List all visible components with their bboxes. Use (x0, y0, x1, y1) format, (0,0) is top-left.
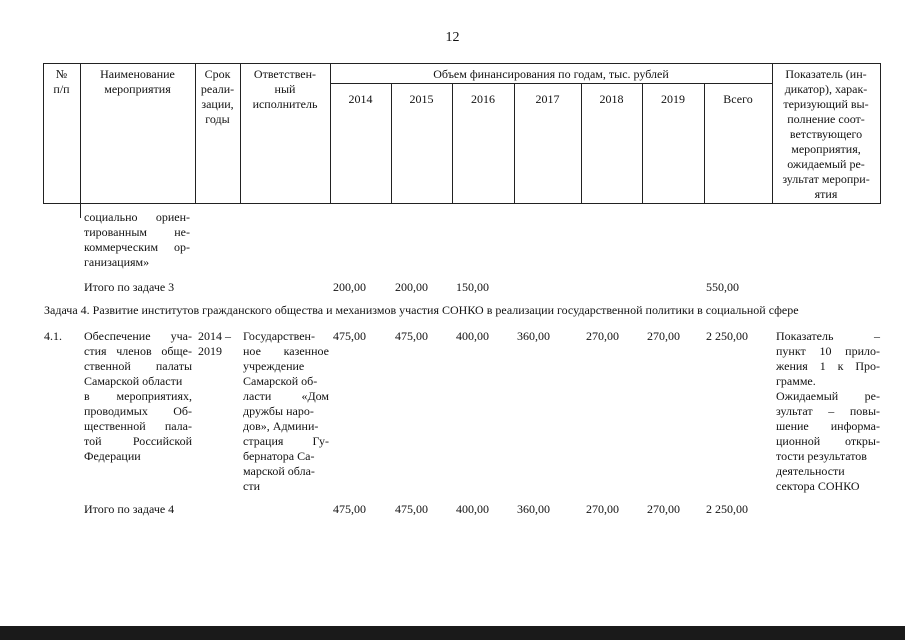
row-value-2015: 475,00 (395, 329, 428, 343)
header-year-2019: 2019 (661, 92, 685, 106)
row-term: 2014 – 2019 (198, 329, 231, 358)
total-task4-2016: 400,00 (456, 502, 489, 516)
header-name: Наименование мероприятия (100, 67, 175, 96)
header-total: Всего (723, 92, 753, 106)
total-task4-2015: 475,00 (395, 502, 428, 516)
total-task4-2014: 475,00 (333, 502, 366, 516)
header-year-2018: 2018 (599, 92, 624, 106)
header-responsible: Ответствен- ный исполнитель (252, 67, 318, 111)
row-event-name: Обеспечение уча- стия членов обще- ственной палаты Самарской области в мероприятиях, проводимых Об- щественной пала- той Российской Федерации (84, 329, 192, 463)
row-indicator: Показатель – пункт 10 прило- жения 1 к Про- грамме. Ожидаемый ре- зультат – повы- шение информа- ционной откры- тости результатов деятельности сектора СОНКО (776, 329, 880, 493)
header-year-2016: 2016 (471, 92, 495, 106)
page-number: 12 (445, 30, 460, 45)
total-task4-2017: 360,00 (517, 502, 550, 516)
total-task3-label: Итого по задаче 3 (84, 280, 175, 294)
header-term: Срок реали- зации, годы (200, 67, 235, 126)
total-task3-2016: 150,00 (456, 280, 489, 294)
total-task4-label: Итого по задаче 4 (84, 502, 175, 516)
task4-heading: Задача 4. Развитие институтов гражданского общества и механизмов участия СОНКО в реализации государственной политики в социальной сфере (44, 303, 799, 317)
row-value-2014: 475,00 (333, 329, 366, 343)
scan-bottom-edge (0, 626, 905, 640)
total-task3-2014: 200,00 (333, 280, 366, 294)
header-year-2017: 2017 (535, 92, 560, 106)
header-num: № п/п (53, 67, 70, 96)
header-funding-title: Объем финансирования по годам, тыс. рублей (433, 67, 669, 81)
row-responsible: Государствен- ное казенное учреждение Самарской об- ласти «Дом дружбы наро- дов», Админи- страция Гу- бернатора Са- марской обла- сти (243, 329, 329, 493)
total-task3-2015: 200,00 (395, 280, 428, 294)
header-year-2015: 2015 (409, 92, 434, 106)
total-task4-2019: 270,00 (647, 502, 680, 516)
total-task4-2018: 270,00 (586, 502, 619, 516)
row-value-total: 2 250,00 (706, 329, 748, 343)
total-task4-total: 2 250,00 (706, 502, 748, 516)
row-value-2019: 270,00 (647, 329, 680, 343)
row-value-2016: 400,00 (456, 329, 489, 343)
header-indicator: Показатель (ин- дикатор), харак- теризующий вы- полнение соот- ветствующего мероприятия, ожидаемый ре- зультат меропри- ятия (782, 67, 870, 201)
total-task3-total: 550,00 (706, 280, 739, 294)
row-value-2017: 360,00 (517, 329, 550, 343)
header-year-2014: 2014 (348, 92, 373, 106)
row-value-2018: 270,00 (586, 329, 619, 343)
row-number: 4.1. (44, 329, 62, 343)
continued-name-text: социально ориен- тированным не- коммерческим ор- ганизациям» (84, 210, 190, 269)
